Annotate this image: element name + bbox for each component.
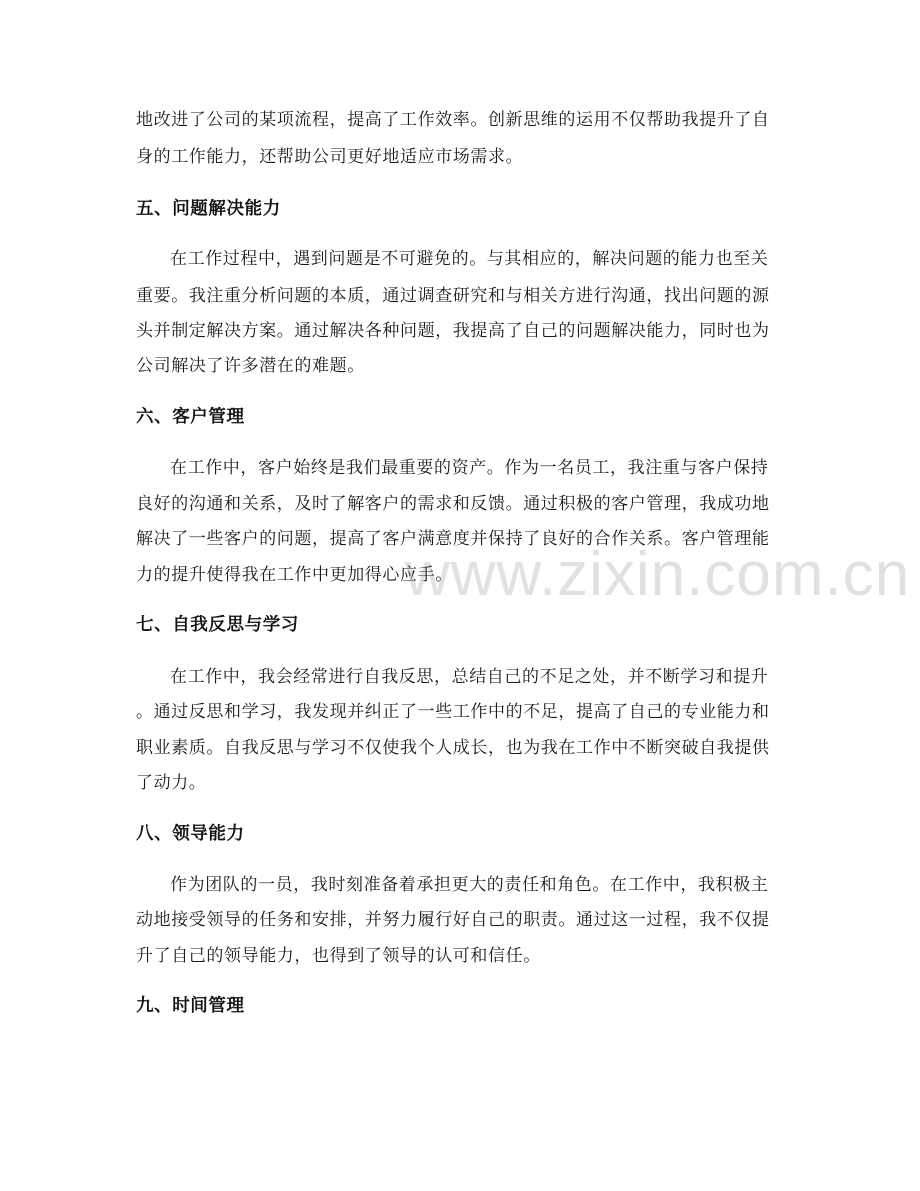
section-8-line-2: 动地接受领导的任务和安排，并努力履行好自己的职责。通过这一过程，我不仅提 bbox=[136, 910, 770, 930]
section-8-line-3: 升了自己的领导能力，也得到了领导的认可和信任。 bbox=[136, 946, 541, 966]
section-5-line-4: 公司解决了许多潜在的难题。 bbox=[136, 356, 365, 376]
section-heading-7: 七、自我反思与学习 bbox=[136, 615, 299, 635]
section-6-line-3: 解决了一些客户的问题，提高了客户满意度并保持了良好的合作关系。客户管理能 bbox=[136, 529, 770, 549]
section-7-line-4: 了动力。 bbox=[136, 773, 207, 793]
intro-line-2: 身的工作能力，还帮助公司更好地适应市场需求。 bbox=[136, 147, 524, 167]
section-6-line-4: 力的提升使得我在工作中更加得心应手。 bbox=[136, 565, 453, 585]
section-heading-6: 六、客户管理 bbox=[136, 407, 245, 427]
section-heading-8: 八、领导能力 bbox=[136, 824, 245, 844]
intro-line-1: 地改进了公司的某项流程，提高了工作效率。创新思维的运用不仅帮助我提升了自 bbox=[136, 110, 770, 130]
section-heading-5: 五、问题解决能力 bbox=[136, 199, 281, 219]
section-7-line-3: 职业素质。自我反思与学习不仅使我个人成长，也为我在工作中不断突破自我提供 bbox=[136, 738, 770, 758]
section-5-line-1: 在工作过程中，遇到问题是不可避免的。与其相应的，解决问题的能力也至关 bbox=[170, 249, 769, 269]
section-heading-9: 九、时间管理 bbox=[136, 996, 245, 1016]
site-watermark: www.zixin.com.cn bbox=[405, 540, 911, 609]
section-6-line-1: 在工作中，客户始终是我们最重要的资产。作为一名员工，我注重与客户保持 bbox=[170, 458, 769, 478]
section-5-line-2: 重要。我注重分析问题的本质，通过调查研究和与相关方进行沟通，找出问题的源 bbox=[136, 286, 770, 306]
section-8-line-1: 作为团队的一员，我时刻准备着承担更大的责任和角色。在工作中，我积极主 bbox=[170, 875, 769, 895]
section-7-line-1: 在工作中，我会经常进行自我反思，总结自己的不足之处，并不断学习和提升 bbox=[170, 667, 769, 687]
section-7-line-2: 。通过反思和学习，我发现并纠正了一些工作中的不足，提高了自己的专业能力和 bbox=[136, 702, 770, 722]
section-5-line-3: 头并制定解决方案。通过解决各种问题，我提高了自己的问题解决能力，同时也为 bbox=[136, 321, 770, 341]
section-6-line-2: 良好的沟通和关系，及时了解客户的需求和反馈。通过积极的客户管理，我成功地 bbox=[136, 494, 770, 514]
